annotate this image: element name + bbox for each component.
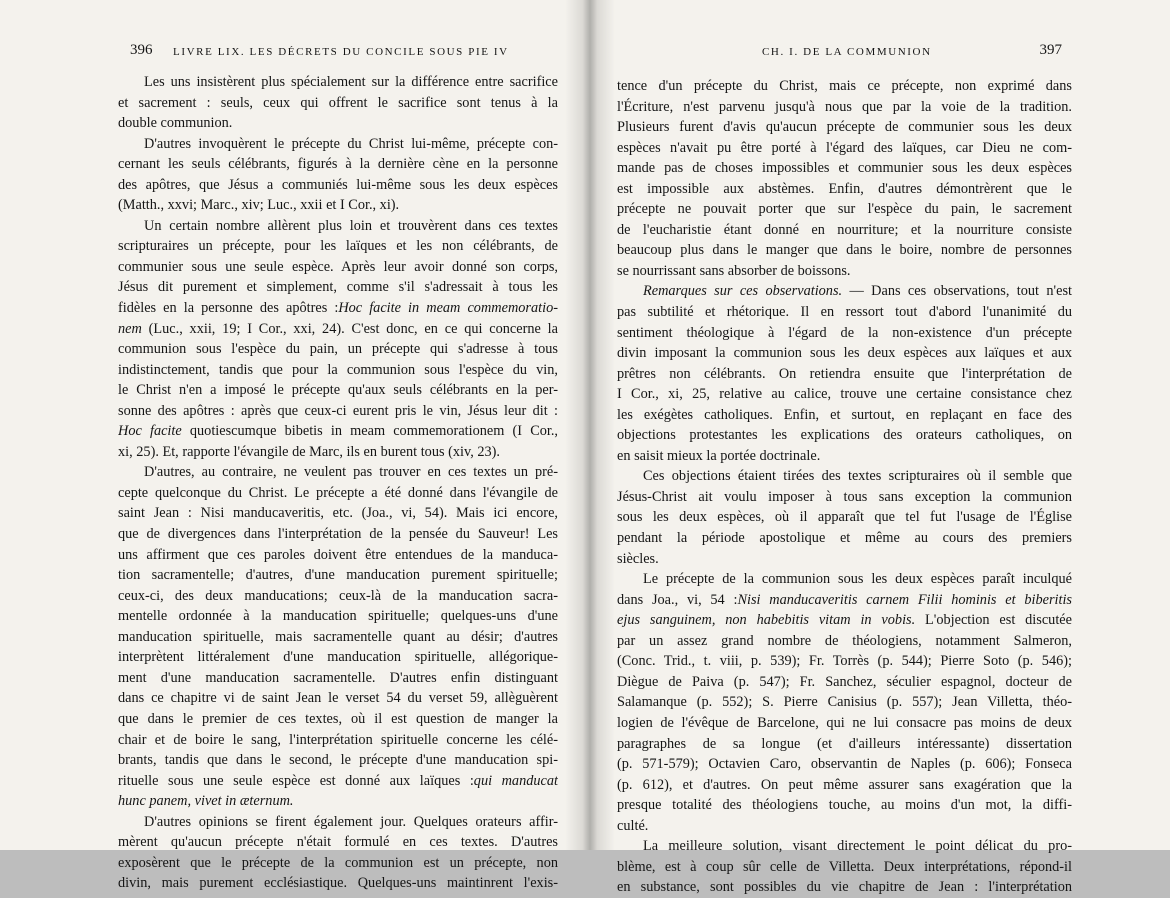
text-segment: D'autres, au contraire, ne veulent pas trouver en ces textes un pré- bbox=[144, 464, 558, 481]
text-segment: sentiment théologique à l'égard de la non-existence d'un précepte bbox=[617, 324, 1072, 341]
left-page bbox=[0, 0, 575, 892]
text-line bbox=[617, 138, 1072, 159]
text-segment: prêtres non célébrants. On retiendra ensuite que l'interprétation de bbox=[617, 365, 1072, 382]
text-segment: pas subtilité et rhétorique. Il en ressort tout d'abord l'unanimité du bbox=[617, 304, 1072, 321]
right-page-number: 397 bbox=[1039, 42, 1062, 58]
text-line bbox=[617, 446, 1072, 467]
text-line bbox=[118, 565, 558, 586]
text-line bbox=[118, 483, 558, 504]
text-segment: le Christ n'en a imposé le précepte qu'aux seuls célébrants en la per- bbox=[118, 382, 558, 399]
text-line bbox=[617, 775, 1072, 796]
text-segment: pendant la période apostolique et même au cours des premiers bbox=[617, 530, 1072, 547]
text-line bbox=[118, 586, 558, 607]
text-segment: des apôtres, que Jésus a communiés lui-même sous les deux espèces bbox=[118, 176, 558, 193]
italic-text: nem bbox=[118, 320, 142, 337]
text-line bbox=[118, 134, 558, 155]
text-line bbox=[118, 442, 558, 463]
text-segment: quotiescumque bibetis in meam commemorationem (I Cor., bbox=[181, 423, 558, 440]
text-line bbox=[617, 76, 1072, 97]
text-segment: cernant les seuls célébrants, figurés à la dernière cène en la personne bbox=[118, 156, 558, 173]
left-page-number: 396 bbox=[130, 42, 153, 58]
text-line bbox=[118, 647, 558, 668]
text-line bbox=[617, 528, 1072, 549]
text-segment: dans Joa., vi, 54 : bbox=[617, 591, 738, 608]
text-line bbox=[118, 195, 558, 216]
text-segment: divin, mais purement ecclésiastique. Quelques-uns maintinrent l'exis- bbox=[118, 875, 558, 892]
text-segment: rituelle sous une seule espèce est donné aux laïques : bbox=[118, 772, 474, 789]
text-segment: presque totalité des théologiens touche, au moins d'un mot, la diffi- bbox=[617, 797, 1072, 814]
text-segment: communier sous une seule espèce. Après leur avoir donné son corps, bbox=[118, 258, 558, 275]
italic-text: Hoc facite bbox=[118, 423, 182, 440]
text-line bbox=[118, 873, 558, 894]
text-line bbox=[118, 360, 558, 381]
right-running-title: CH. I. DE LA COMMUNION bbox=[762, 46, 932, 58]
text-line bbox=[617, 425, 1072, 446]
text-segment: que dans le premier de ces textes, où il est question de manger la bbox=[118, 710, 558, 727]
text-segment: interprètent littéralement d'une manducation spirituelle, allégorique- bbox=[118, 649, 558, 666]
text-segment: culté. bbox=[617, 817, 649, 834]
text-line bbox=[617, 281, 1072, 302]
text-segment: communion sous l'espèce du pain, un précepte qui s'adresse à tous bbox=[118, 341, 558, 358]
text-segment: Plusieurs furent d'avis qu'aucun précepte de communier sous les deux bbox=[617, 119, 1072, 136]
text-line bbox=[118, 709, 558, 730]
text-segment: et sacrement : seuls, ceux qui offrent le sacrifice sont tenus à la bbox=[118, 94, 558, 111]
italic-text: ejus sanguinem, non habebitis vitam in vobis. bbox=[617, 612, 916, 629]
text-line bbox=[118, 421, 558, 442]
text-line bbox=[617, 466, 1072, 487]
text-segment: (p. 612), et d'autres. On peut même assurer sans exagération que la bbox=[617, 776, 1072, 793]
text-segment: indistinctement, tandis que pour la communion sous l'espèce du vin, bbox=[118, 361, 558, 378]
text-segment: paragraphes de sa longue (et d'ailleurs intéressante) dissertation bbox=[617, 735, 1072, 752]
text-segment: L'objection est discutée bbox=[915, 612, 1072, 629]
text-line bbox=[617, 261, 1072, 282]
italic-text: hunc panem, vivet in æternum. bbox=[118, 793, 294, 810]
text-segment: mande pas de choses impossibles et communier sous les deux espèces bbox=[617, 160, 1072, 177]
text-segment: (p. 571-579); Octavien Caro, observantin de Naples (p. 606); Fonseca bbox=[617, 756, 1072, 773]
text-segment: La meilleure solution, visant directement le point délicat du pro- bbox=[643, 838, 1072, 855]
text-line bbox=[118, 503, 558, 524]
text-line bbox=[118, 462, 558, 483]
text-segment: divin imposant la communion sous les deux espèces aux laïques et aux bbox=[617, 345, 1072, 362]
text-line bbox=[118, 791, 558, 812]
right-page bbox=[595, 0, 1170, 896]
text-segment: ceux-ci, des deux manducations; ceux-là de la manducation sacra- bbox=[118, 587, 558, 604]
text-line bbox=[617, 199, 1072, 220]
italic-text: Hoc facite in meam commemoratio- bbox=[338, 300, 558, 317]
text-line bbox=[118, 277, 558, 298]
text-line bbox=[617, 836, 1072, 857]
text-line bbox=[118, 545, 558, 566]
text-segment: les exégètes catholiques. Enfin, et surtout, en replaçant en face des bbox=[617, 406, 1072, 423]
text-segment: par un assez grand nombre de théologiens, notamment Salmeron, bbox=[617, 632, 1072, 649]
text-segment: blème, est à coup sûr celle de Villetta. Deux interprétations, répond-il bbox=[617, 858, 1072, 875]
right-running-head bbox=[617, 44, 1062, 66]
text-line bbox=[617, 631, 1072, 652]
text-line bbox=[617, 323, 1072, 344]
text-segment: manducation spirituelle, mais sacramentelle quant au désir; d'autres bbox=[118, 628, 558, 645]
text-line bbox=[617, 384, 1072, 405]
text-line bbox=[617, 651, 1072, 672]
left-body-text bbox=[118, 72, 558, 894]
text-line bbox=[118, 627, 558, 648]
text-line bbox=[617, 549, 1072, 570]
text-segment: espèces n'avait pu être porté à l'égard des laïques, car Dieu ne com- bbox=[617, 139, 1072, 156]
text-line bbox=[118, 730, 558, 751]
italic-text: Remarques sur ces observations. bbox=[643, 283, 843, 300]
left-running-title: LIVRE LIX. LES DÉCRETS DU CONCILE SOUS PIE IV bbox=[173, 46, 509, 58]
text-line bbox=[617, 364, 1072, 385]
text-line bbox=[617, 97, 1072, 118]
text-segment: — Dans ces observations, tout n'est bbox=[842, 283, 1072, 300]
italic-text: qui manducat bbox=[473, 772, 558, 789]
text-segment: est impossible aux abstèmes. Enfin, d'autres démontrèrent que le bbox=[617, 180, 1072, 197]
text-line bbox=[617, 857, 1072, 878]
text-segment: Les uns insistèrent plus spécialement sur la différence entre sacrifice bbox=[144, 74, 558, 90]
italic-text: Nisi manducaveritis carnem Filii hominis et biberitis bbox=[737, 591, 1072, 608]
text-line bbox=[617, 240, 1072, 261]
text-segment: précepte ne pouvait porter que sur l'espèce du pain, le sacrement bbox=[617, 201, 1072, 218]
text-line bbox=[118, 298, 558, 319]
text-line bbox=[118, 524, 558, 545]
text-segment: D'autres invoquèrent le précepte du Christ lui-même, précepte con- bbox=[144, 135, 558, 152]
text-segment: en saisit mieux la portée doctrinale. bbox=[617, 447, 821, 464]
text-line bbox=[617, 734, 1072, 755]
text-line bbox=[617, 117, 1072, 138]
text-line bbox=[617, 302, 1072, 323]
text-line bbox=[617, 179, 1072, 200]
text-segment: I Cor., xi, 25, relative au calice, trouve une certaine consistance chez bbox=[617, 386, 1072, 403]
text-segment: cepte quelconque du Christ. Le précepte a été donné dans l'évangile de bbox=[118, 484, 558, 501]
text-line bbox=[617, 590, 1072, 611]
text-segment: (Conc. Trid., t. viii, p. 539); Fr. Torrès (p. 544); Pierre Soto (p. 546); bbox=[617, 653, 1072, 670]
text-line bbox=[118, 113, 558, 134]
text-line bbox=[617, 158, 1072, 179]
text-segment: mèrent qu'aucun précepte n'était formulé en ces textes. D'autres bbox=[118, 834, 558, 851]
text-line bbox=[118, 750, 558, 771]
text-line bbox=[617, 507, 1072, 528]
text-segment: Jésus dit purement et simplement, comme s'il s'adressait à tous les bbox=[118, 279, 558, 296]
text-line bbox=[118, 72, 558, 93]
text-segment: saint Jean : Nisi manducaveritis, etc. (Joa., vi, 54). Mais ici encore, bbox=[118, 505, 558, 522]
text-line bbox=[617, 877, 1072, 898]
text-line bbox=[118, 380, 558, 401]
text-line bbox=[118, 812, 558, 833]
text-line bbox=[118, 853, 558, 874]
text-segment: logien de l'évêque de Barcelone, qui ne lui consacre pas moins de deux bbox=[617, 714, 1072, 731]
text-segment: xi, 25). Et, rapporte l'évangile de Marc, ils en burent tous (xiv, 23). bbox=[118, 443, 501, 460]
left-running-head bbox=[118, 44, 558, 66]
text-segment: brants, tandis que dans le second, le précepte d'une manducation spi- bbox=[118, 752, 558, 769]
text-segment: uns affirment que ces paroles doivent être entendues de la manduca- bbox=[118, 546, 558, 563]
text-line bbox=[617, 220, 1072, 241]
text-segment: que de divergences dans l'interprétation de la pensée du Sauveur! Les bbox=[118, 526, 558, 543]
text-segment: (Luc., xxii, 19; I Cor., xxi, 24). C'est donc, en ce qui concerne la bbox=[141, 320, 558, 337]
text-segment: double communion. bbox=[118, 115, 233, 132]
text-line bbox=[118, 216, 558, 237]
text-segment: dans ce chapitre vi de saint Jean le verset 54 du verset 59, allèguèrent bbox=[118, 690, 558, 707]
text-segment: Diègue de Paiva (p. 547); Fr. Sanchez, séculier espagnol, docteur de bbox=[617, 673, 1072, 690]
text-segment: sous les deux espèces, où il apparaît que tel fut l'usage de l'Église bbox=[617, 509, 1072, 526]
right-body-text bbox=[617, 76, 1072, 898]
text-line bbox=[118, 401, 558, 422]
text-segment: fidèles en la personne des apôtres : bbox=[118, 300, 339, 317]
text-segment: l'Écriture, n'est parvenu jusqu'à nous que par la voie de la tradition. bbox=[617, 98, 1072, 115]
text-segment: Un certain nombre allèrent plus loin et trouvèrent dans ces textes bbox=[144, 217, 558, 234]
text-line bbox=[617, 795, 1072, 816]
text-segment: chair et de boire le sang, l'interprétation spirituelle concerne les célé- bbox=[118, 731, 558, 748]
text-segment: (Matth., xxvi; Marc., xiv; Luc., xxii et I Cor., xi). bbox=[118, 197, 400, 214]
text-segment: Le précepte de la communion sous les deux espèces paraît inculqué bbox=[643, 571, 1072, 588]
text-segment: mentelle ordonnée à la manducation spirituelle; quelques-uns d'une bbox=[118, 608, 558, 625]
text-line bbox=[118, 154, 558, 175]
text-line bbox=[617, 816, 1072, 837]
text-segment: exposèrent que le précepte de la communion est un précepte, non bbox=[118, 854, 558, 871]
text-segment: Ces objections étaient tirées des textes scripturaires où il semble que bbox=[643, 468, 1072, 485]
text-line bbox=[118, 236, 558, 257]
text-line bbox=[118, 319, 558, 340]
text-segment: beaucoup plus dans le manger que dans le boire, nombre de personnes bbox=[617, 242, 1072, 259]
text-segment: sonne des apôtres : après que ceux-ci eurent pris le vin, Jésus leur dit : bbox=[118, 402, 558, 419]
text-segment: tence d'un précepte du Christ, mais ce précepte, non exprimé dans bbox=[617, 78, 1072, 94]
text-line bbox=[118, 668, 558, 689]
text-line bbox=[617, 405, 1072, 426]
text-line bbox=[118, 339, 558, 360]
text-line bbox=[118, 175, 558, 196]
text-line bbox=[617, 713, 1072, 734]
text-line bbox=[617, 343, 1072, 364]
text-segment: tion sacramentelle; d'autres, d'une manducation purement spirituelle; bbox=[118, 567, 558, 584]
text-line bbox=[617, 610, 1072, 631]
text-segment: Salamanque (p. 552); S. Pierre Canisius (p. 557); Jean Villetta, théo- bbox=[617, 694, 1072, 711]
text-segment: ment d'une manducation sacramentelle. D'autres enfin distinguant bbox=[118, 669, 558, 686]
text-segment: Jésus-Christ ait voulu imposer à tous sans exception la communion bbox=[617, 488, 1072, 505]
text-line bbox=[118, 688, 558, 709]
text-segment: en substance, sont possibles du vie chapitre de Jean : l'interprétation bbox=[617, 879, 1072, 896]
text-segment: scripturaires un précepte, pour les laïques et les non célébrants, de bbox=[118, 238, 558, 255]
text-line bbox=[617, 692, 1072, 713]
text-segment: objections protestantes les explications des orateurs catholiques, on bbox=[617, 427, 1072, 444]
text-line bbox=[118, 93, 558, 114]
text-line bbox=[118, 771, 558, 792]
text-line bbox=[118, 606, 558, 627]
text-line bbox=[617, 754, 1072, 775]
text-segment: de l'eucharistie étant donné en nourriture; et la nourriture consiste bbox=[617, 221, 1072, 238]
text-line bbox=[617, 672, 1072, 693]
text-line bbox=[617, 569, 1072, 590]
text-line bbox=[118, 257, 558, 278]
text-segment: se nourrissant sans absorber de boissons. bbox=[617, 262, 851, 279]
text-segment: D'autres opinions se firent également jour. Quelques orateurs affir- bbox=[144, 813, 558, 830]
text-segment: siècles. bbox=[617, 550, 659, 567]
text-line bbox=[617, 487, 1072, 508]
